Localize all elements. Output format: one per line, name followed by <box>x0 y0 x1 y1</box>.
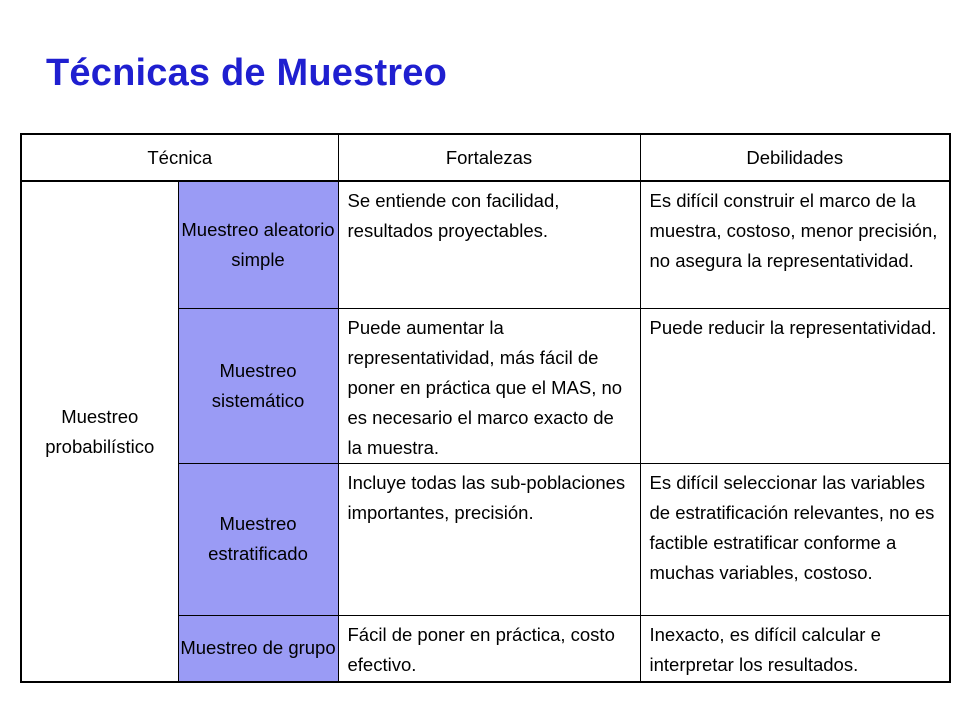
page-title: Técnicas de Muestreo <box>46 52 448 94</box>
sampling-techniques-table <box>20 133 951 683</box>
strengths-cell: Puede aumentar la representatividad, más fácil de poner en práctica que el MAS, no es necesario el marco exacto de la muestra. <box>338 308 640 463</box>
table-header-row <box>21 134 950 181</box>
method-cell: Muestreo estratificado <box>178 463 338 615</box>
header-strengths: Fortalezas <box>338 134 640 181</box>
table-row <box>21 181 950 308</box>
strengths-cell: Incluye todas las sub-poblaciones importantes, precisión. <box>338 463 640 615</box>
weaknesses-cell: Inexacto, es difícil calcular e interpretar los resultados. <box>640 615 950 682</box>
weaknesses-cell: Puede reducir la representatividad. <box>640 308 950 463</box>
header-weaknesses: Debilidades <box>640 134 950 181</box>
weaknesses-cell: Es difícil seleccionar las variables de estratificación relevantes, no es factible estratificar conforme a muchas variables, costoso. <box>640 463 950 615</box>
method-cell: Muestreo de grupo <box>178 615 338 682</box>
method-cell: Muestreo sistemático <box>178 308 338 463</box>
category-cell: Muestreo probabilístico <box>21 181 178 682</box>
strengths-cell: Se entiende con facilidad, resultados proyectables. <box>338 181 640 308</box>
method-cell: Muestreo aleatorio simple <box>178 181 338 308</box>
strengths-cell: Fácil de poner en práctica, costo efectivo. <box>338 615 640 682</box>
header-technique: Técnica <box>21 134 338 181</box>
weaknesses-cell: Es difícil construir el marco de la muestra, costoso, menor precisión, no asegura la representatividad. <box>640 181 950 308</box>
